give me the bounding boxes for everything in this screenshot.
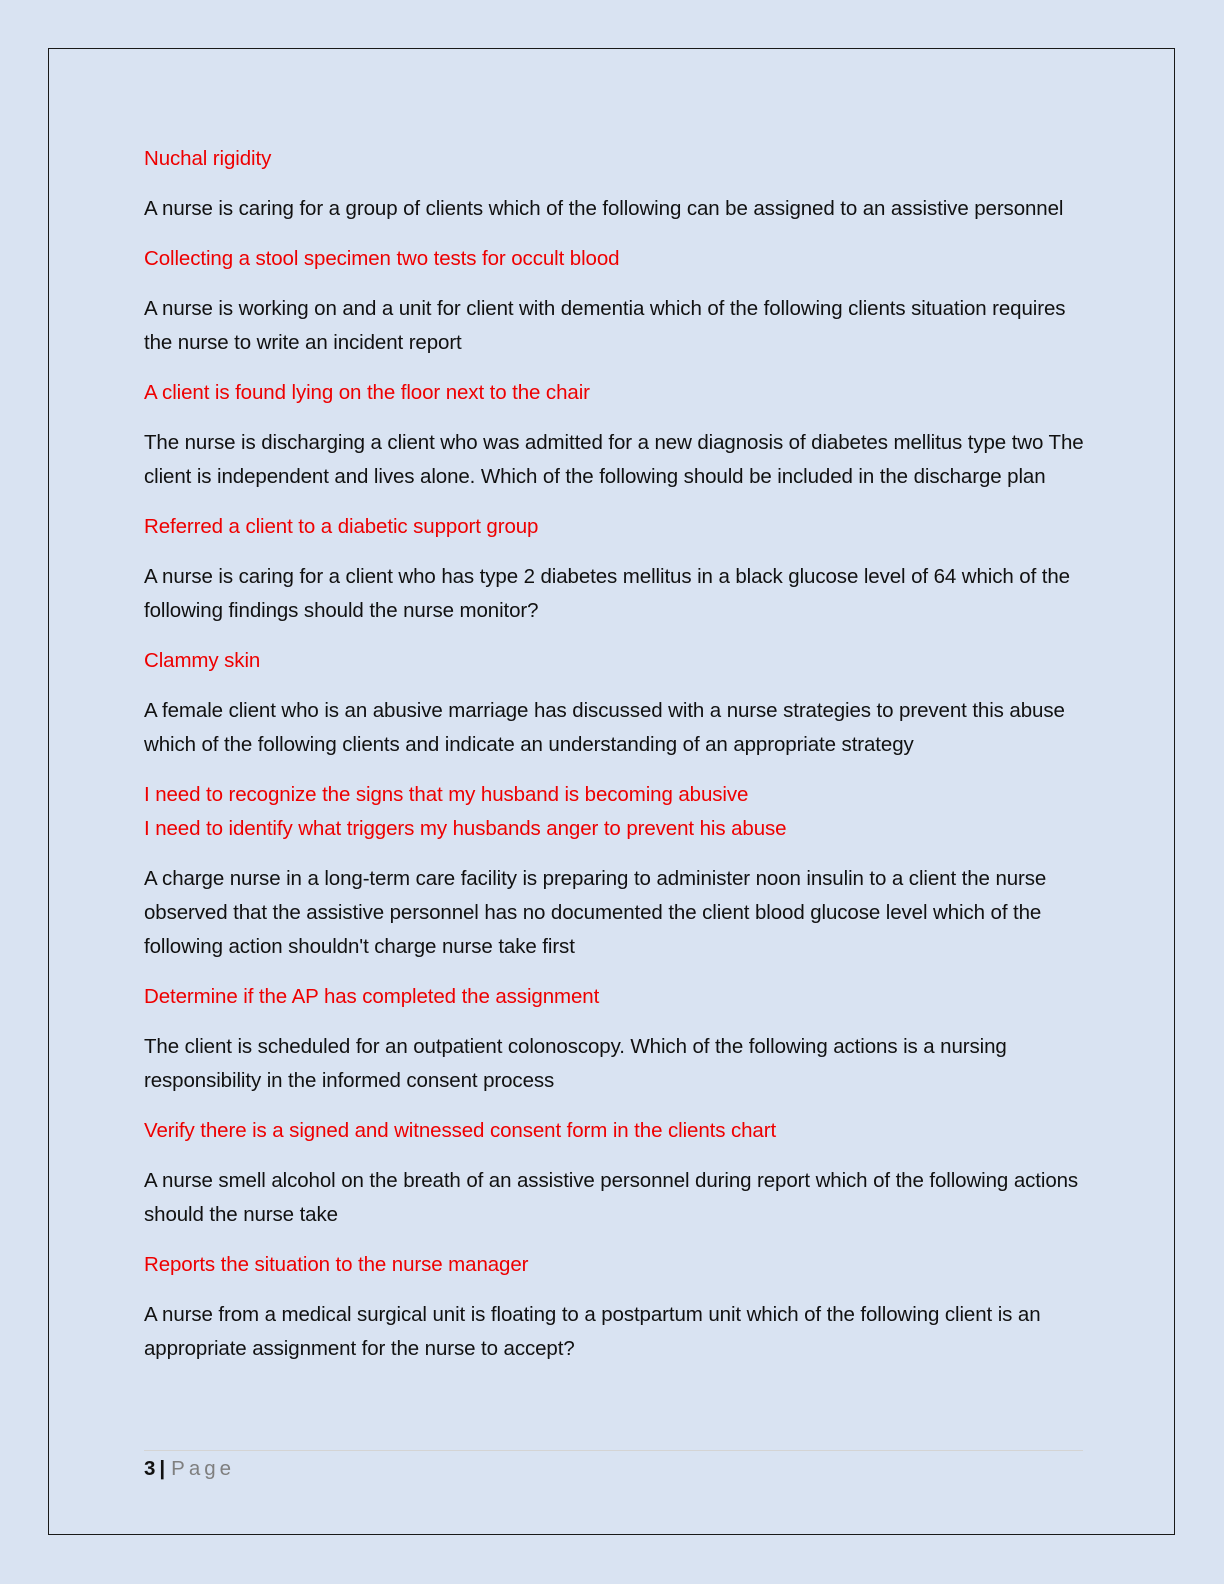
answer-text: Nuchal rigidity (144, 147, 272, 170)
question-text: A nurse smell alcohol on the breath of an assistive personnel during report which of the following actions should the nurse take (144, 1169, 1079, 1226)
question-text: A charge nurse in a long-term care facility is preparing to administer noon insulin to a client the nurse observed that the assistive personnel has no documented the client blood glucose level which of the following action shouldn't charge nurse take first (144, 867, 1047, 958)
answer-text: I need to recognize the signs that my husband is becoming abusive (144, 783, 749, 806)
page-footer (144, 1452, 235, 1486)
page-number: 3 (144, 1457, 156, 1480)
footer-divider (144, 1450, 1083, 1451)
question-text: A nurse is caring for a client who has type 2 diabetes mellitus in a black glucose level of 64 which of the following findings should the nurse monitor? (144, 565, 1070, 622)
page-label: Page (171, 1457, 236, 1480)
question-text: A nurse is working on and a unit for client with dementia which of the following clients situation requires the nurse to write an incident report (144, 297, 1066, 354)
answer-text: Verify there is a signed and witnessed consent form in the clients chart (144, 1119, 777, 1142)
answer-text: Referred a client to a diabetic support group (144, 515, 539, 538)
footer-separator: | (159, 1457, 166, 1480)
answer-text: Reports the situation to the nurse manager (144, 1253, 529, 1276)
question-text: A nurse from a medical surgical unit is floating to a postpartum unit which of the following client is an appropriate assignment for the nurse to accept? (144, 1303, 1041, 1360)
answer-text: I need to identify what triggers my husbands anger to prevent his abuse (144, 817, 787, 840)
answer-text: Clammy skin (144, 649, 261, 672)
answer-text: Determine if the AP has completed the assignment (144, 985, 600, 1008)
question-text: A female client who is an abusive marriage has discussed with a nurse strategies to prevent this abuse which of the following clients and indicate an understanding of an appropriate strategy (144, 699, 1065, 756)
question-text: The nurse is discharging a client who was admitted for a new diagnosis of diabetes mellitus type two The client is independent and lives alone. Which of the following should be included in the discharge plan (144, 431, 1084, 488)
answer-text: A client is found lying on the floor next to the chair (144, 381, 590, 404)
answer-text: Collecting a stool specimen two tests for occult blood (144, 247, 620, 270)
question-text: The client is scheduled for an outpatient colonoscopy. Which of the following actions is a nursing responsibility in the informed consent process (144, 1035, 1007, 1092)
question-text: A nurse is caring for a group of clients which of the following can be assigned to an assistive personnel (144, 197, 1064, 220)
document-body (144, 142, 1084, 1382)
